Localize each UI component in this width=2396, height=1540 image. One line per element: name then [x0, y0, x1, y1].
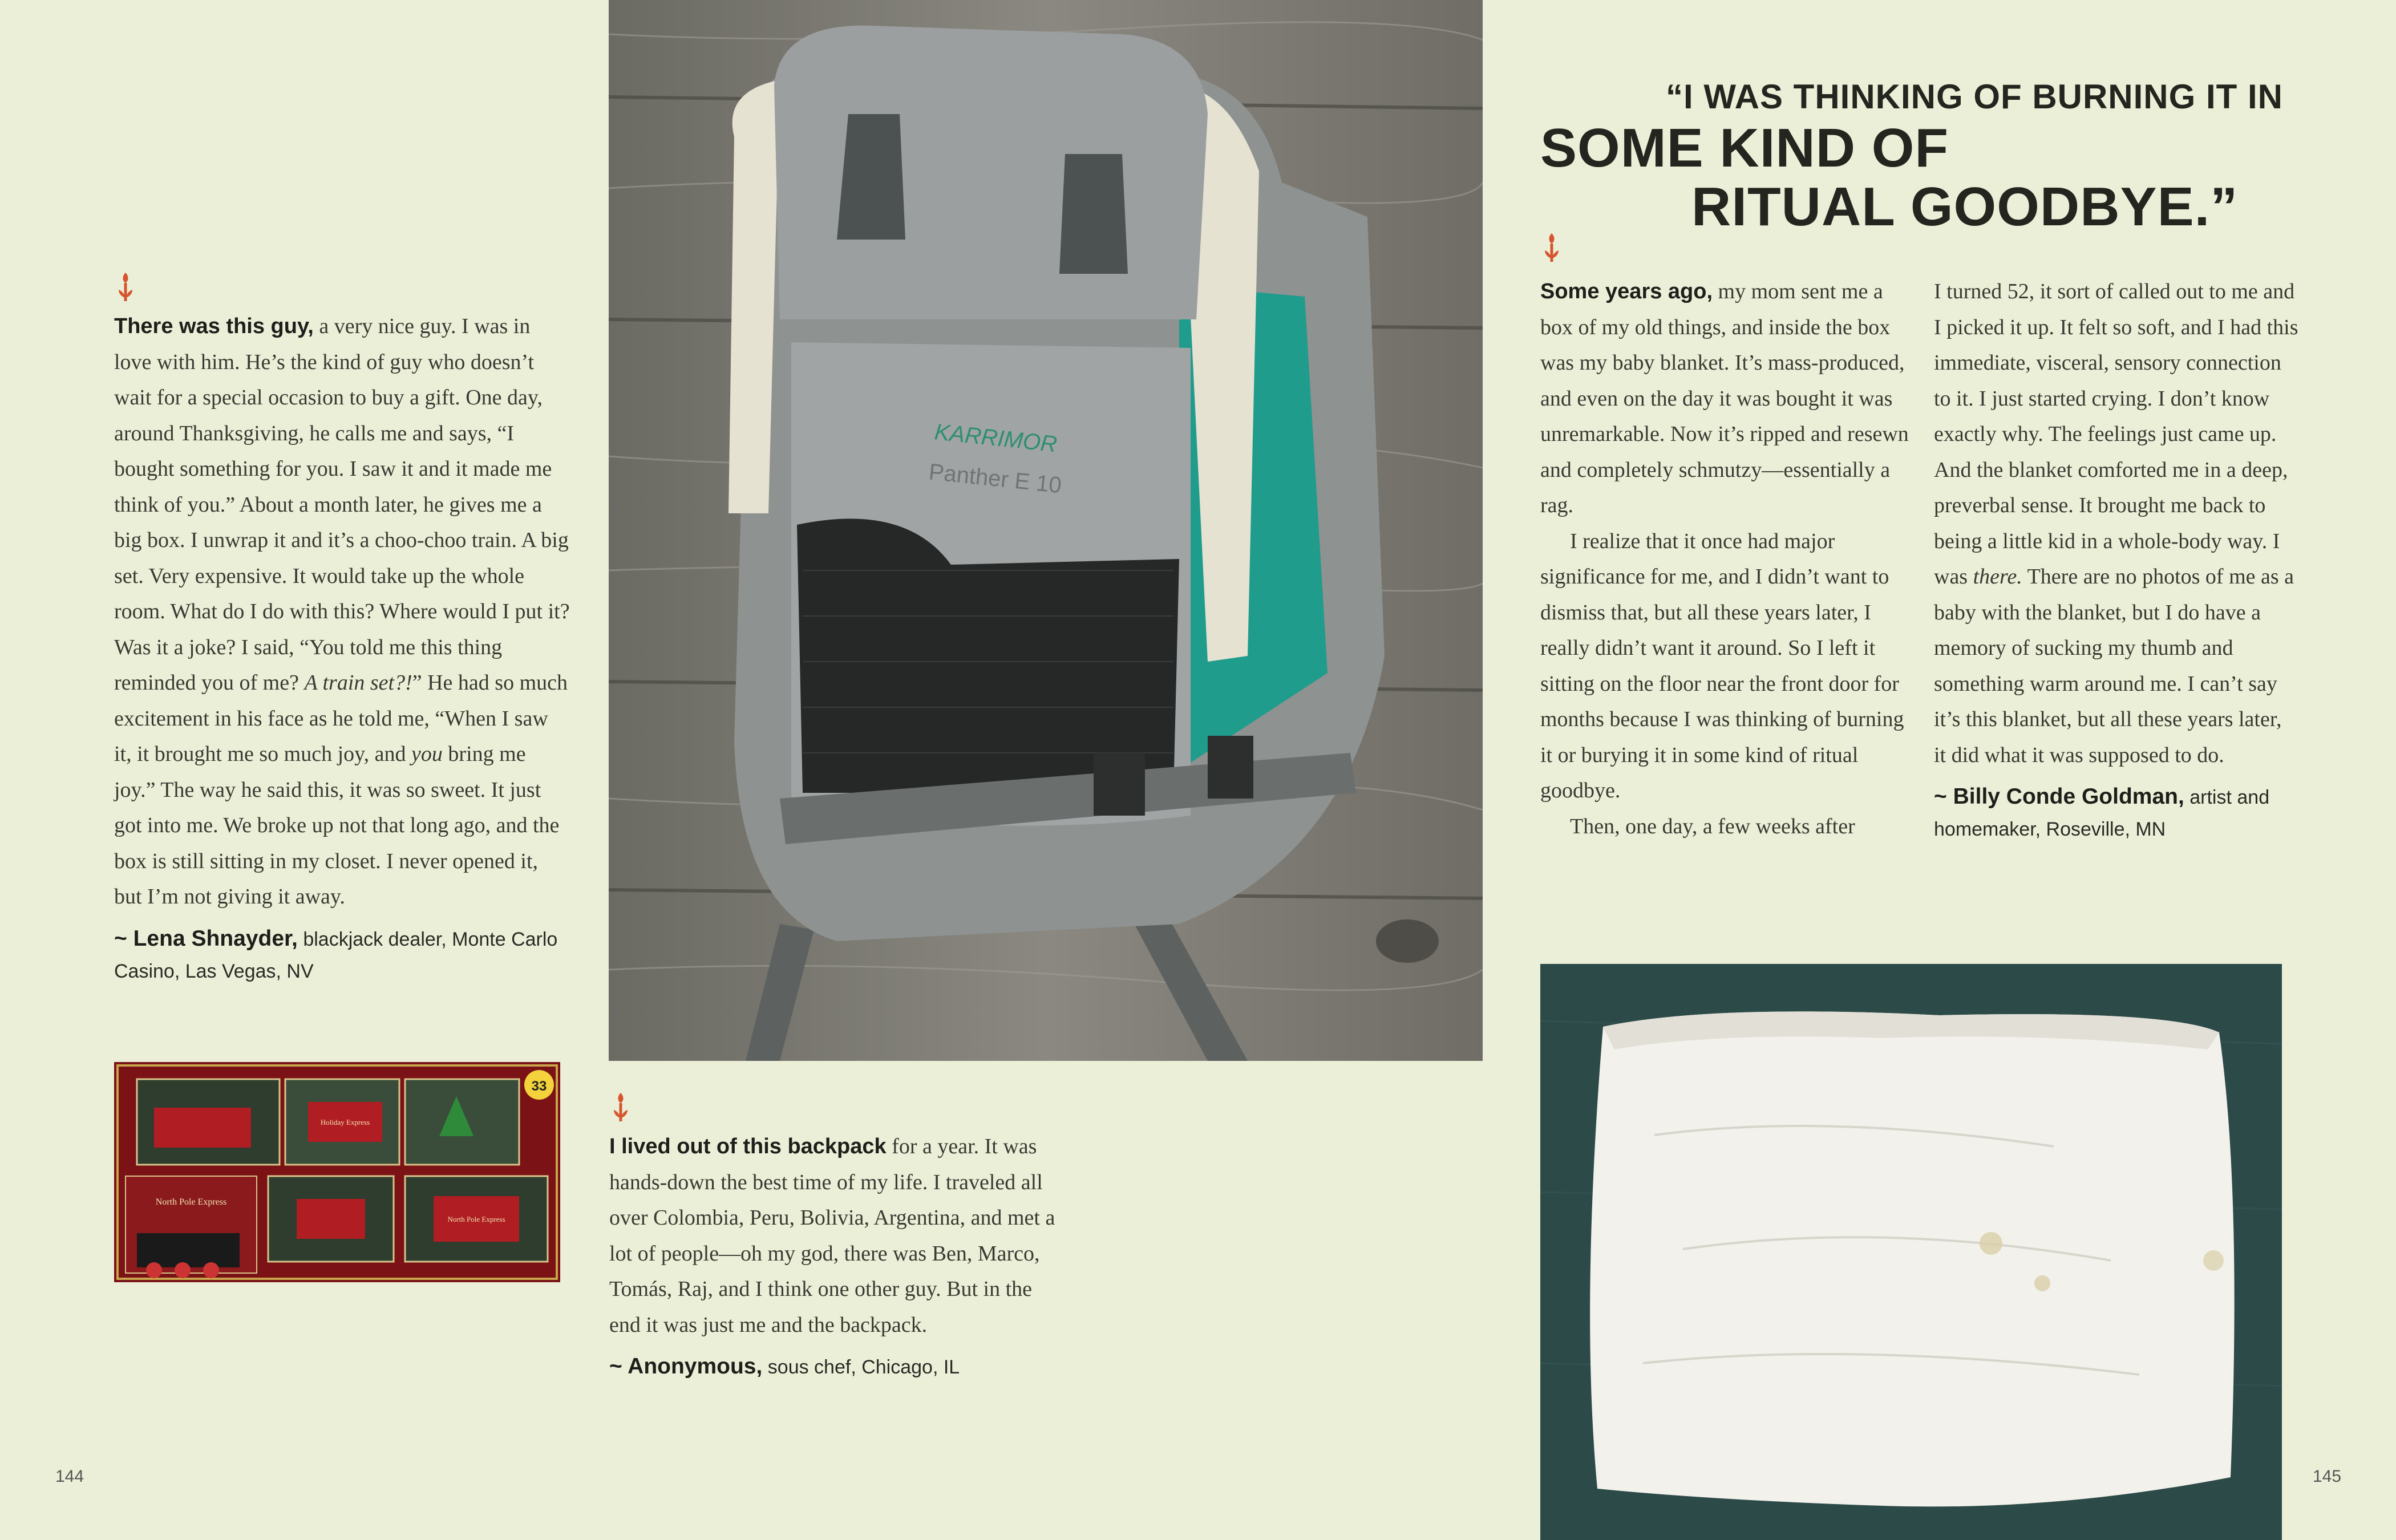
- train-set-photo: [114, 1062, 560, 1282]
- lead-billy: Some years ago,: [1540, 279, 1713, 303]
- lead-lena: There was this guy,: [114, 314, 314, 338]
- story-lena: There was this guy, a very nice guy. I was in love with him. He’s the kind of guy who doesn’t wait for a special occasion to buy a gift. One day, around Thanksgiving, he calls me and says, “I bought something for you. I saw it and it made me think of you.” About a month later, he gives me a big box. I unwrap it and it’s a choo-choo train. A big set. Very expensive. It would take up the whole room. What do I do with this? Where would I put it? Was it a joke? I said, “You told me this thing reminded you of me? A train set?!” He had so much excitement in his face as he told me, “When I saw it, it brought me so much joy, and you bring me joy.” The way he said this, it was so sweet. It just got into me. We broke up not that long ago, and the box is still sitting in my closet. I never opened it, but I’m not giving it away. ~ Lena Shnayder, blackjack dealer, Monte Carlo Casino, Las Vegas, NV: [114, 309, 570, 987]
- story-billy-col2: I turned 52, it sort of called out to me and I picked it up. It felt so soft, and I had this immediate, visceral, sensory connection to it. I just started crying. I don’t know exactly why. The feelings just came up. And the blanket comforted me in a deep, preverbal sense. It brought me back to being a little kid in a whole-body way. I was there. There are no photos of me as a baby with the blanket, but I do have a memory of sucking my thumb and something warm around me. I can’t say it’s this blanket, but all these years later, it did what it was supposed to do. ~ Billy Conde Goldman, artist and homemaker, Roseville, MN: [1934, 274, 2299, 845]
- train-car1-text: Holiday Express: [320, 1118, 370, 1126]
- attribution-billy: ~ Billy Conde Goldman, artist and homemaker, Roseville, MN: [1934, 784, 2270, 840]
- story-billy-col1: Some years ago, my mom sent me a box of my old things, and inside the box was my baby blanket. It’s mass-produced, and even on the day it was bought it was unremarkable. Now it’s ripped and resewn and completely schmutzy—essentially a rag. I realize that it once had major significance for me, and I didn’t want to dismiss that, but all these years later, I really didn’t want it around. So I left it sitting on the floor near the front door for months because I was thinking of burning it or burying it in some kind of ritual goodbye. Then, one day, a few weeks after: [1540, 279, 1909, 838]
- train-title-text: North Pole Express: [155, 1197, 227, 1207]
- story-anonymous: I lived out of this backpack for a year. It was hands-down the best time of my life. I traveled all over Colombia, Peru, Bolivia, Argentina, and met a lot of people—oh my god, there was Ben, Marco, Tomás, Raj, and I think one other guy. But in the end it was just me and the backpack. ~ Anonymous, sous chef, Chicago, IL: [609, 1129, 1059, 1383]
- pullquote-line1: “I WAS THINKING OF BURNING IT IN: [1666, 78, 2283, 116]
- pullquote-line3: RITUAL GOODBYE.”: [1691, 176, 2239, 237]
- attribution-anonymous: ~ Anonymous, sous chef, Chicago, IL: [609, 1354, 960, 1379]
- attribution-lena: ~ Lena Shnayder, blackjack dealer, Monte Carlo Casino, Las Vegas, NV: [114, 926, 558, 982]
- pullquote-line2: SOME KIND OF: [1540, 117, 1949, 179]
- train-badge-text: 33: [531, 1079, 547, 1094]
- page-number-left: 144: [55, 1467, 84, 1486]
- page-number-right: 145: [2313, 1467, 2342, 1486]
- flower-ornament-icon: [609, 1091, 632, 1122]
- blanket-photo: [1540, 964, 2282, 1540]
- lead-anonymous: I lived out of this backpack: [609, 1134, 887, 1158]
- backpack-photo: [609, 0, 1483, 1061]
- backpack-model-text: Panther E 10: [928, 459, 1063, 499]
- flower-ornament-icon: [1540, 231, 1563, 263]
- flower-ornament-icon: [114, 270, 137, 302]
- backpack-brand-text: KARRIMOR: [933, 419, 1059, 457]
- train-car2-text: North Pole Express: [447, 1215, 505, 1223]
